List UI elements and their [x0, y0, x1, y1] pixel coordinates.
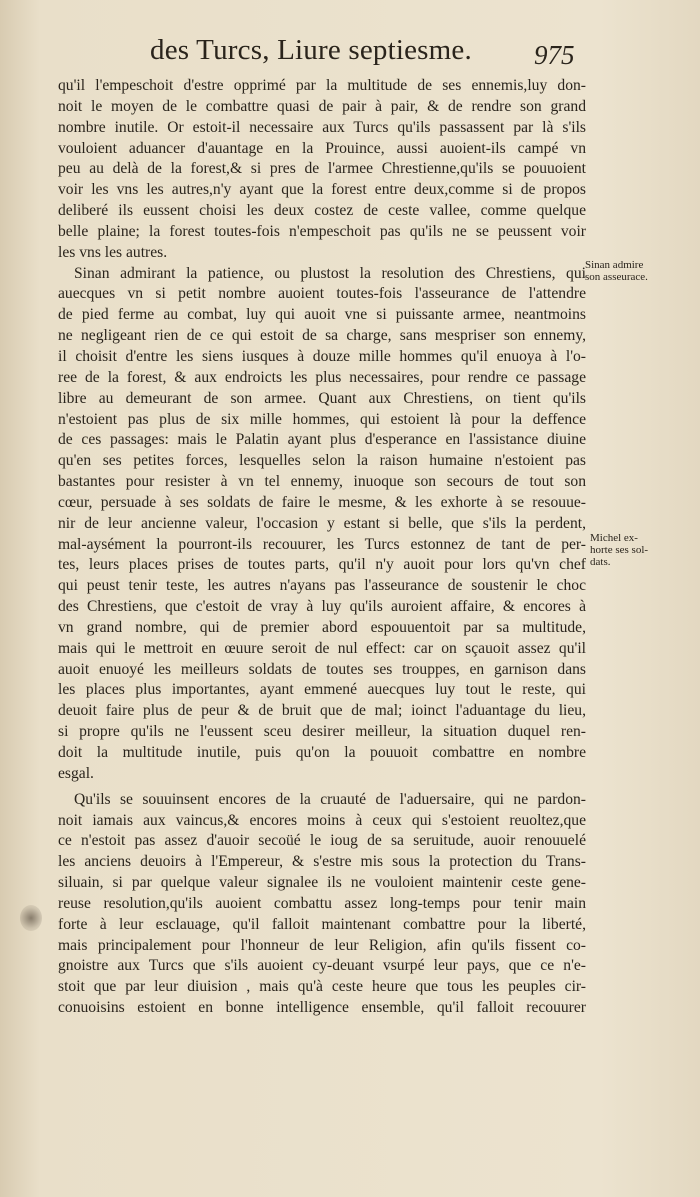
text-line: vn grand nombre, qui de premier abord espouuentoit par sa multitude, [58, 618, 586, 636]
text-line: mais principalement pour l'honneur de leur Religion, afin qu'ils fissent co- [58, 936, 586, 954]
text-line: Qu'ils se souuinsent encores de la cruauté de l'aduersaire, qui ne pardon- [74, 790, 586, 808]
text-line: deuoit faire plus de peur & de bruit que de mal; ioinct l'aduantage du lieu, [58, 702, 586, 720]
text-line: cœur, persuade à ses soldats de faire le mesme, & les exhorte à se resouue- [58, 493, 586, 511]
margin-note-sinan [585, 259, 648, 283]
text-line: ne negligeant rien de ce qui estoit de sa charge, sans mespriser son ennemy, [58, 327, 586, 345]
page-header [150, 34, 580, 74]
text-line: nir de leur ancienne valeur, l'occasion y estant si belle, que s'ils la perdent, [58, 514, 586, 532]
text-line: gnoistre aux Turcs que s'ils auoient cy-deuant vsurpé leur pays, que ce n'e- [58, 957, 586, 975]
text-line: ree de la forest, & aux endroicts les plus necessaires, pour rendre ce passage [58, 368, 586, 386]
text-line: il choisit d'entre les siens iusques à douze mille hommes qu'il enuoya à l'o- [58, 347, 586, 365]
ink-stain [20, 905, 42, 931]
running-head: des Turcs, Liure septiesme. [150, 34, 472, 66]
margin-note-michel [590, 532, 648, 568]
text-line: mal-aysément la pourront-ils recouurer, les Turcs estonnez de tant de per- [58, 535, 586, 553]
paragraph-3 [58, 790, 586, 1019]
margin-note-line: horte ses sol- [590, 544, 649, 556]
text-line: qu'en ses petites forces, lesquelles selon la raison humaine n'estoient pas [58, 452, 586, 470]
text-line: qu'il l'empeschoit d'estre opprimé par la multitude de ses ennemis,luy don- [58, 77, 586, 94]
text-line: noit iamais aux vaincus,& encores moins à ceux qui s'estoient reuoltez,que [58, 811, 586, 829]
paragraph-1 [58, 76, 586, 264]
paragraph-2 [58, 264, 586, 785]
text-line: bastantes pour resister à vn tel ennemy, inuoque son secours de tout son [58, 473, 586, 491]
text-line: nombre inutile. Or estoit-il necessaire aux Turcs qu'ils passassent par là s'ils [58, 118, 586, 136]
text-line: vouloient aduancer d'auantage en la Prouince, aussi auoient-ils campé vn [58, 139, 586, 157]
text-line: deliberé ils eussent choisi les deux costez de ceste vallee, comme quelque [58, 202, 586, 220]
text-line: libre au demeurant de son armee. Quant aux Chrestiens, on tient qu'ils [58, 389, 586, 407]
margin-note-line: dats. [590, 556, 611, 568]
text-line: conuoisins estoient en bonne intelligence ensemble, qu'il falloit recouurer [58, 999, 586, 1017]
text-line: de ces passages: mais le Palatin ayant plus d'esperance en l'assistance diuine [58, 431, 586, 449]
text-line: doit la multitude inutile, puis qu'on la pouuoit combattre en nombre [58, 744, 586, 761]
text-line: tes, leurs places prises de toutes parts, qu'il n'y auoit pour lors qu'vn chef [58, 556, 586, 574]
text-line: siluain, si par quelque valeur signalee ils ne vouloient maintenir ceste gene- [58, 874, 586, 892]
text-line: les vns les autres. [58, 243, 168, 261]
text-line: esgal. [58, 764, 94, 782]
text-line: peu au delà de la forest,& si pres de l'armee Chrestienne,qu'ils se pouuoient [58, 160, 586, 178]
page-number: 975 [534, 40, 575, 70]
text-line: noit le moyen de le combattre quasi de pair à pair, & de rendre son grand [58, 97, 586, 115]
text-line: ce n'estoit pas assez d'auoir secoüé le ioug de sa seruitude, auoir renouuelé [58, 832, 586, 850]
margin-note-line: Michel ex- [590, 532, 638, 544]
text-line: de pied ferme au combat, luy qui auoit vne si puissante armee, neantmoins [58, 306, 586, 324]
margin-note-line: Sinan admire [585, 259, 644, 271]
text-line: belle plaine; la forest toutes-fois n'empeschoit pas qu'ils ne se peussent voir [58, 222, 586, 240]
text-line: si propre qu'ils ne l'eussent sceu desirer meilleur, la situation duquel ren- [58, 723, 586, 741]
text-line: forte à leur esclauage, qu'il falloit maintenant combattre pour la liberté, [58, 915, 586, 933]
text-line: Sinan admirant la patience, ou plustost la resolution des Chrestiens, qui [74, 264, 586, 282]
text-line: auoit enuoyé les meilleurs soldats de toutes ses trouppes, en garnison dans [58, 660, 586, 678]
text-line: qui peust tenir teste, les autres n'ayans pas l'asseurance de soustenir le choc [58, 577, 586, 595]
text-line: des Chrestiens, que c'estoit de vray à luy qu'ils auroient affaire, & encores à [58, 598, 586, 616]
text-line: les places plus importantes, ayant emmené auecques luy tout le reste, qui [58, 681, 586, 699]
text-line: les anciens deuoirs à l'Empereur, & s'estre mis sous la protection du Trans- [58, 853, 586, 871]
text-line: mais qui le mettroit en œuure seroit de nul effect: car on sçauoit assez qu'il [58, 639, 586, 657]
text-line: voir les vns les autres,n'y ayant que la forest entre deux,comme si de propos [58, 181, 586, 199]
margin-note-line: son asseurace. [585, 271, 648, 283]
text-line: n'estoient pas plus de six mille hommes, qui estoient là pour la deffence [58, 410, 586, 428]
text-line: auecques vn si petit nombre auoient toutes-fois l'asseurance de l'attendre [58, 285, 586, 303]
text-line: stoit que par leur diuision , mais qu'à ceste heure que tous les peuples cir- [58, 978, 586, 996]
body-text [58, 76, 586, 1019]
text-line: reuse resolution,qu'ils auoient combattu assez long-temps pour tenir main [58, 894, 586, 912]
